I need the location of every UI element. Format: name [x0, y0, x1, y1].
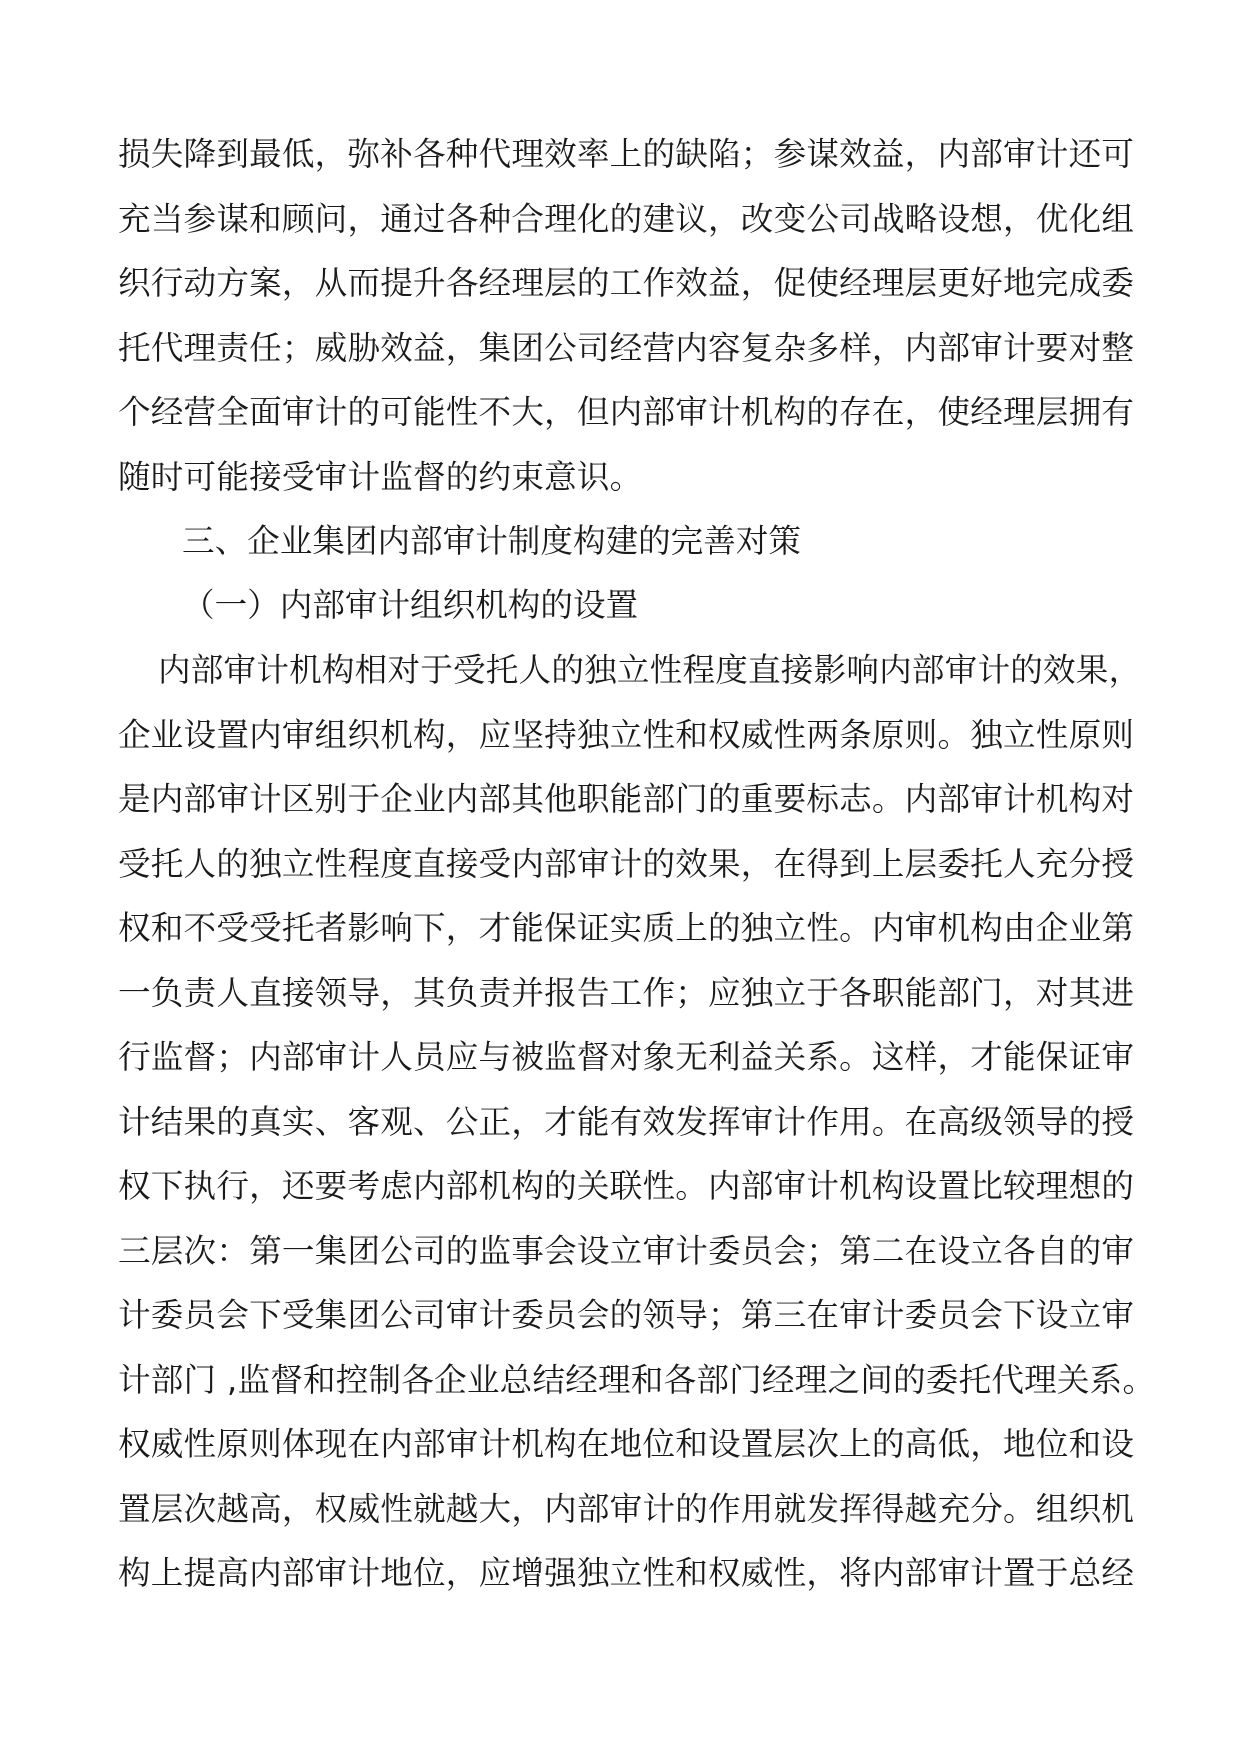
- paragraph-line: 内部审计机构相对于受托人的独立性程度直接影响内部审计的效果，: [158, 651, 1142, 689]
- paragraph-line: 受托人的独立性程度直接受内部审计的效果，在得到上层委托人充分授: [118, 844, 1135, 883]
- main-paragraph: [118, 638, 1156, 1606]
- paragraph-line: 托代理责任；威胁效益，集团公司经营内容复杂多样，内部审计要对整: [118, 328, 1135, 367]
- paragraph-line: 权下执行，还要考虑内部机构的关联性。内部审计机构设置比较理想的: [118, 1167, 1135, 1205]
- paragraph-line: 构上提高内部审计地位，应增强独立性和权威性，将内部审计置于总经: [118, 1554, 1135, 1592]
- continued-paragraph: [118, 122, 1148, 509]
- paragraph-line: 计结果的真实、客观、公正，才能有效发挥审计作用。在高级领导的授: [118, 1102, 1135, 1141]
- paragraph-line: 织行动方案，从而提升各经理层的工作效益，促使经理层更好地完成委: [118, 264, 1135, 302]
- paragraph-line: 三层次：第一集团公司的监事会设立审计委员会；第二在设立各自的审: [118, 1231, 1135, 1270]
- paragraph-line: 随时可能接受审计监督的约束意识。: [118, 457, 643, 496]
- paragraph-line: 企业设置内审组织机构，应坚持独立性和权威性两条原则。独立性原则: [118, 715, 1135, 754]
- paragraph-line: 一负责人直接领导，其负责并报告工作；应独立于各职能部门，对其进: [118, 973, 1135, 1012]
- sub-heading: （一）内部审计组织机构的设置: [182, 586, 639, 624]
- paragraph-line: 权威性原则体现在内部审计机构在地位和设置层次上的高低，地位和设: [118, 1425, 1135, 1463]
- paragraph-line: 计部门 ,监督和控制各企业总结经理和各部门经理之间的委托代理关系。: [118, 1360, 1156, 1399]
- paragraph-line: 是内部审计区别于企业内部其他职能部门的重要标志。内部审计机构对: [118, 780, 1135, 818]
- paragraph-line: 权和不受受托者影响下，才能保证实质上的独立性。内审机构由企业第: [118, 909, 1135, 947]
- section-heading: 三、企业集团内部审计制度构建的完善对策: [182, 522, 801, 560]
- paragraph-line: 充当参谋和顾问，通过各种合理化的建议，改变公司战略设想，优化组: [118, 199, 1135, 238]
- paragraph-line: 行监督；内部审计人员应与被监督对象无利益关系。这样，才能保证审: [118, 1038, 1135, 1076]
- paragraph-line: 个经营全面审计的可能性不大，但内部审计机构的存在，使经理层拥有: [118, 393, 1135, 431]
- paragraph-line: 损失降到最低，弥补各种代理效率上的缺陷；参谋效益，内部审计还可: [118, 135, 1135, 173]
- paragraph-line: 计委员会下受集团公司审计委员会的领导；第三在审计委员会下设立审: [118, 1296, 1135, 1334]
- paragraph-line: 置层次越高，权威性就越大，内部审计的作用就发挥得越充分。组织机: [118, 1489, 1135, 1528]
